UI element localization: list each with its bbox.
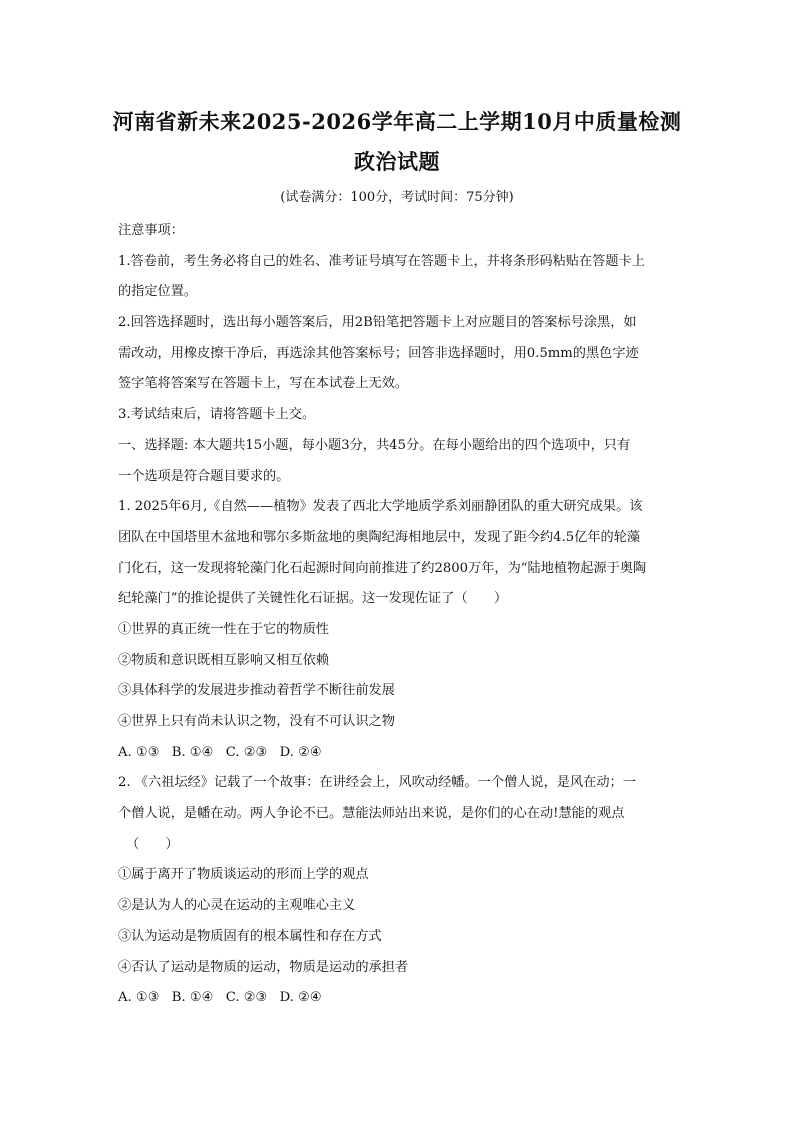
exam-body [118,216,678,1014]
option-c[interactable]: C. ②③ [225,990,268,1006]
notice-line: 签字笔将答案写在答题卡上，写在本试卷上无效。 [118,376,409,392]
option-b[interactable]: B. ①④ [171,744,214,760]
section-heading: 一、选择题: 本大题共15小题，每小题3分，共45分。在每小题给出的四个选项中，只有 [118,437,631,453]
exam-title: 河南省新未来2025-2026学年高二上学期10月中质量检测 [112,109,682,134]
section-heading: 一个选项是符合题目要求的。 [118,468,290,484]
question-1-item: ①世界的真正统一性在于它的物质性 [118,621,329,637]
question-1-item: ④世界上只有尚未认识之物，没有不可认识之物 [118,714,395,729]
notice-line: 的指定位置。 [118,284,198,300]
option-c[interactable]: C. ②③ [225,744,268,760]
question-1-stem: 团队在中国塔里木盆地和鄂尔多斯盆地的奥陶纪海相地层中，发现了距今约4.5亿年的轮藻 [118,529,641,545]
question-2-options [118,983,678,1014]
question-2-item: ①属于离开了物质谈运动的形而上学的观点 [118,867,369,883]
question-1-stem: 1. 2025年6月,《自然——植物》发表了西北大学地质学系刘丽静团队的重大研究成果。该 [118,499,643,515]
exam-info: (试卷满分：100分，考试时间：75分钟) [280,190,514,205]
notice-line: 1.答卷前，考生务必将自己的姓名、准考证号填写在答题卡上，并将条形码粘贴在答题卡上 [118,253,645,269]
notice-line: 3.考试结束后，请将答题卡上交。 [118,407,316,423]
option-a[interactable]: A. ①③ [118,744,160,760]
question-1-options [118,738,678,769]
option-d[interactable]: D. ②④ [279,744,322,760]
question-2-stem: 个僧人说，是幡在动。两人争论不已。慧能法师站出来说，是你们的心在动!慧能的观点 [118,806,625,822]
question-1-item: ③具体科学的发展进步推动着哲学不断往前发展 [118,683,395,699]
question-1-stem: 纪轮藻门”的推论提供了关键性化石证据。这一发现佐证了（ ） [118,591,508,607]
question-1-stem: 门化石，这一发现将轮藻门化石起源时间向前推进了约2800万年，为“陆地植物起源于奥陶 [118,560,647,576]
notice-heading: 注意事项： [118,223,184,238]
notice-line: 需改动，用橡皮擦干净后，再选涂其他答案标号；回答非选择题时，用0.5mm的黑色字迹 [118,345,639,361]
question-2-stem: 2. 《六祖坛经》记载了一个故事：在讲经会上，风吹动经幡。一个僧人说，是风在动；一 [118,775,636,791]
subject-title: 政治试题 [354,149,440,174]
question-2-item: ③认为运动是物质固有的根本属性和存在方式 [118,928,382,944]
question-2-stem: （ ） [126,836,179,852]
notice-line: 2.回答选择题时，选出每小题答案后，用2B铅笔把答题卡上对应题目的答案标号涂黑，如 [118,315,637,331]
question-1-item: ②物质和意识既相互影响又相互依赖 [118,652,329,668]
option-d[interactable]: D. ②④ [279,990,322,1006]
question-2-item: ②是认为人的心灵在运动的主观唯心主义 [118,898,356,914]
option-a[interactable]: A. ①③ [118,990,160,1006]
question-2-item: ④否认了运动是物质的运动，物质是运动的承担者 [118,959,409,975]
option-b[interactable]: B. ①④ [171,990,214,1006]
